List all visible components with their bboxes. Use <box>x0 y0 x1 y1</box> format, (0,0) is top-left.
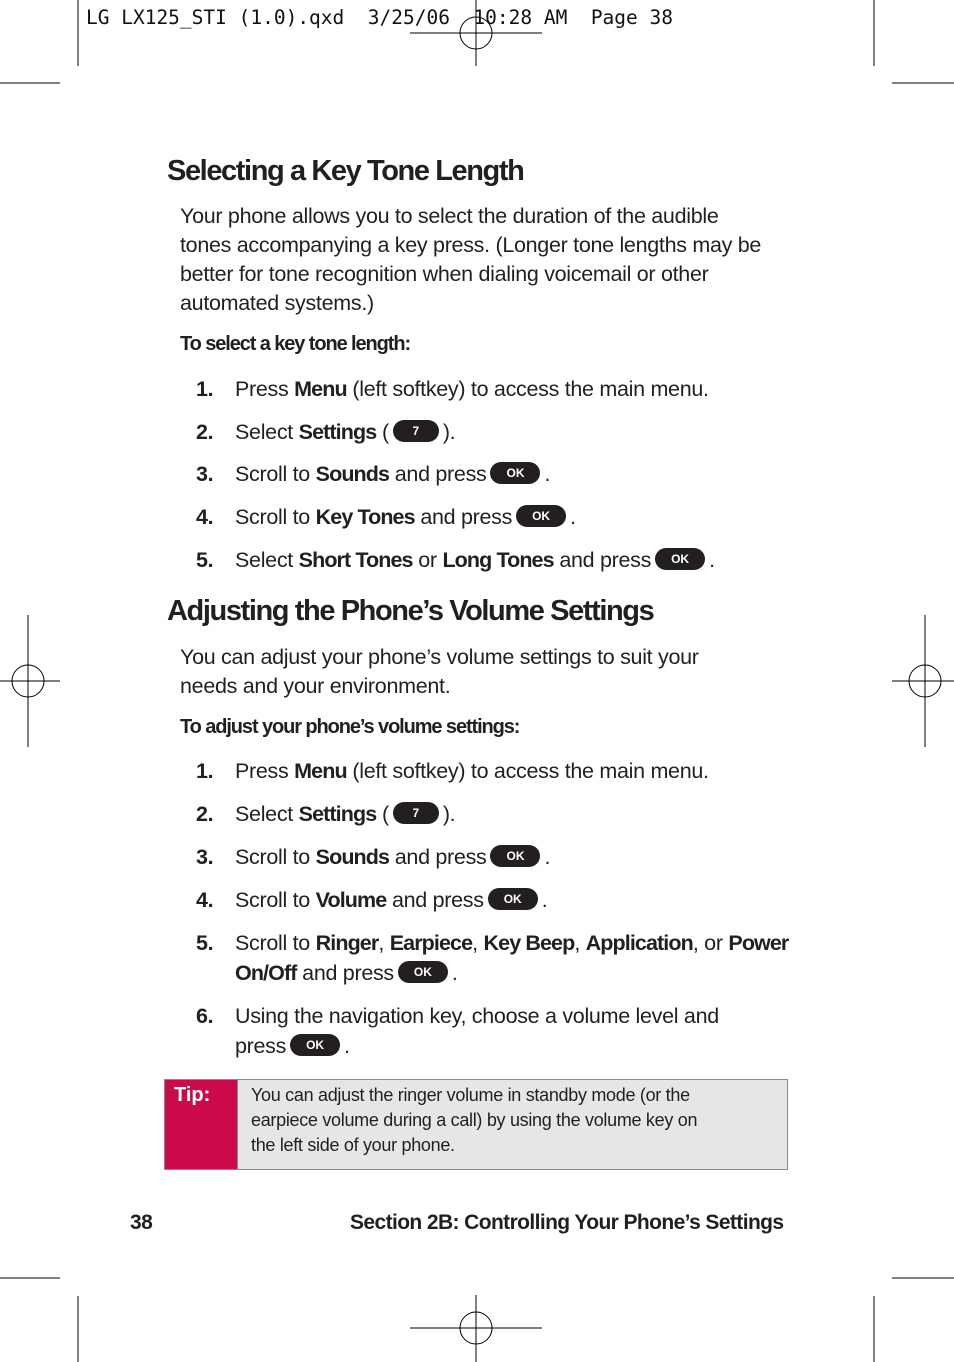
step-text: Scroll to Key Tones and press OK . <box>235 505 576 529</box>
step-text: Scroll to Volume and press OK . <box>235 888 548 912</box>
intro-line: automated systems.) <box>180 291 374 315</box>
ok-key-icon: OK <box>290 1034 340 1056</box>
registration-mark-left <box>0 615 60 747</box>
intro-line: needs and your environment. <box>180 674 451 698</box>
step-text: Scroll to Ringer, Earpiece, Key Beep, Application, or Power On/Off and press OK . <box>235 931 789 985</box>
ok-key-icon: OK <box>398 961 448 983</box>
step-item <box>0 502 954 532</box>
ok-key-icon: OK <box>490 845 540 867</box>
ok-key-icon: OK <box>488 888 538 910</box>
registration-mark-right <box>892 615 954 747</box>
step-item <box>0 756 954 786</box>
step-text: Select Short Tones or Long Tones and press OK . <box>235 548 715 572</box>
step-item <box>0 374 954 404</box>
step-number: 5. <box>196 931 214 955</box>
step-number: 3. <box>196 845 214 869</box>
intro-line: tones accompanying a key press. (Longer tone lengths may be <box>180 233 762 257</box>
tip-line: You can adjust the ringer volume in standby mode (or the <box>251 1085 690 1105</box>
ok-key-icon: OK <box>516 505 566 527</box>
step-number: 4. <box>196 505 214 529</box>
intro-line: Your phone allows you to select the duration of the audible <box>180 204 719 228</box>
intro-line: You can adjust your phone’s volume settings to suit your <box>180 645 699 669</box>
step-number: 4. <box>196 888 214 912</box>
step-text: Press Menu (left softkey) to access the main menu. <box>235 759 709 783</box>
section-intro-volume <box>180 643 820 701</box>
key-7-icon: 7 <box>393 420 439 442</box>
step-item <box>0 545 954 575</box>
section-heading-volume-settings: Adjusting the Phone’s Volume Settings <box>167 595 654 627</box>
tip-line: earpiece volume during a call) by using the volume key on <box>251 1110 698 1130</box>
step-number: 1. <box>196 759 214 783</box>
step-text: Press Menu (left softkey) to access the main menu. <box>235 377 709 401</box>
procedure-subheading: To select a key tone length: <box>180 333 411 355</box>
procedure-subheading: To adjust your phone’s volume settings: <box>180 716 520 738</box>
section-intro-key-tone <box>180 202 820 318</box>
tip-text <box>251 1083 771 1158</box>
intro-line: better for tone recognition when dialing voicemail or other <box>180 262 709 286</box>
step-text: Using the navigation key, choose a volume level and press OK . <box>235 1004 719 1058</box>
step-number: 1. <box>196 377 214 401</box>
step-number: 2. <box>196 420 214 444</box>
step-item <box>0 885 954 915</box>
step-item <box>0 1001 954 1061</box>
step-number: 5. <box>196 548 214 572</box>
step-item <box>0 928 954 988</box>
step-text: Select Settings ( 7 ). <box>235 802 456 826</box>
page-number: 38 <box>130 1211 153 1234</box>
ok-key-icon: OK <box>490 462 540 484</box>
step-item <box>0 799 954 829</box>
step-text: Scroll to Sounds and press OK . <box>235 462 551 486</box>
step-text: Scroll to Sounds and press OK . <box>235 845 551 869</box>
step-number: 2. <box>196 802 214 826</box>
step-item <box>0 842 954 872</box>
registration-mark-bottom <box>410 1295 542 1362</box>
step-number: 3. <box>196 462 214 486</box>
footer-section-title: Section 2B: Controlling Your Phone’s Settings <box>350 1211 784 1234</box>
print-slug: LG LX125_STI (1.0).qxd 3/25/06 10:28 AM Page 38 <box>86 6 673 29</box>
tip-line: the left side of your phone. <box>251 1135 455 1155</box>
step-item <box>0 459 954 489</box>
tip-label: Tip: <box>174 1084 211 1106</box>
step-item <box>0 417 954 447</box>
section-heading-key-tone-length: Selecting a Key Tone Length <box>167 155 524 187</box>
step-number: 6. <box>196 1004 214 1028</box>
key-7-icon: 7 <box>393 802 439 824</box>
tip-box <box>164 1079 788 1170</box>
ok-key-icon: OK <box>655 548 705 570</box>
step-text: Select Settings ( 7 ). <box>235 420 456 444</box>
tip-label-panel <box>165 1080 238 1169</box>
